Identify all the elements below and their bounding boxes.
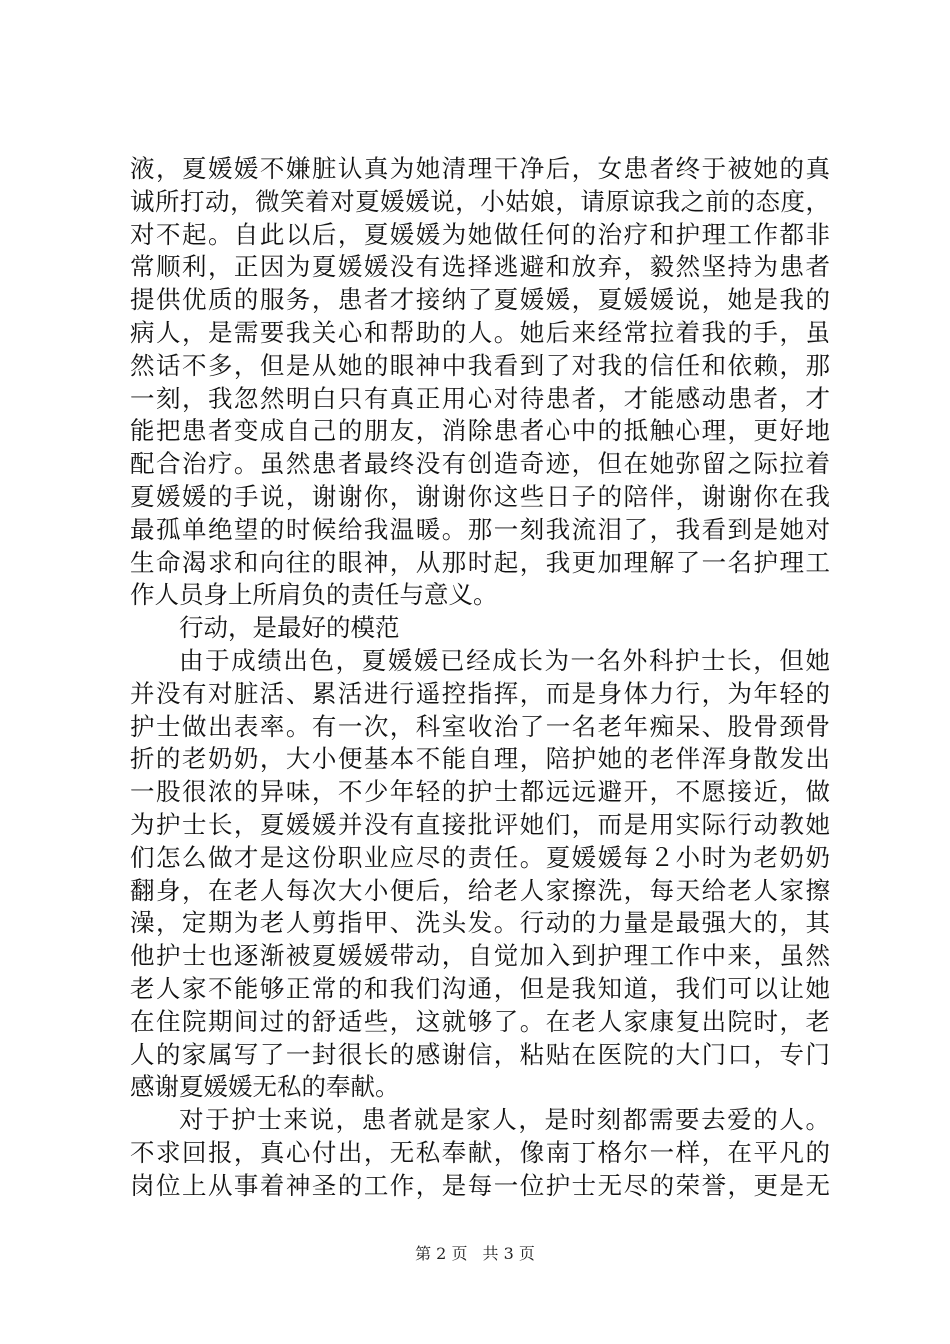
text-line: 行动，是最好的模范 <box>179 613 400 643</box>
text-line: 他护士也逐渐被夏媛媛带动，自觉加入到护理工作中来，虽然 <box>130 941 830 971</box>
text-line: 对不起。自此以后，夏媛媛为她做任何的治疗和护理工作都非 <box>130 219 830 249</box>
page-total: 共 3 页 <box>482 1244 535 1263</box>
text-line: 澡，定期为老人剪指甲、洗头发。行动的力量是最强大的，其 <box>130 908 830 938</box>
text-line: 对于护士来说，患者就是家人，是时刻都需要去爱的人。 <box>179 1105 830 1135</box>
text-line: 翻身，在老人每次大小便后，给老人家擦洗，每天给老人家擦 <box>130 875 830 905</box>
document-body <box>130 153 830 1203</box>
text-line: 生命渴求和向往的眼神，从那时起，我更加理解了一名护理工 <box>130 547 830 577</box>
text-line: 病人，是需要我关心和帮助的人。她后来经常拉着我的手，虽 <box>130 317 830 347</box>
text-line: 常顺利，正因为夏媛媛没有选择逃避和放弃，毅然坚持为患者 <box>130 252 830 282</box>
page-footer <box>0 1244 950 1264</box>
text-line: 们怎么做才是这份职业应尽的责任。夏媛媛每２小时为老奶奶 <box>130 842 830 872</box>
text-line: 由于成绩出色，夏媛媛已经成长为一名外科护士长，但她 <box>179 645 830 675</box>
text-line: 一股很浓的异味，不少年轻的护士都远远避开，不愿接近，做 <box>130 777 830 807</box>
text-line: 老人家不能够正常的和我们沟通，但是我知道，我们可以让她 <box>130 973 830 1003</box>
text-line: 能把患者变成自己的朋友，消除患者心中的抵触心理，更好地 <box>130 416 830 446</box>
text-line: 在住院期间过的舒适些，这就够了。在老人家康复出院时，老 <box>130 1006 830 1036</box>
text-line: 诚所打动，微笑着对夏媛媛说，小姑娘，请原谅我之前的态度， <box>130 186 830 216</box>
text-line: 感谢夏媛媛无私的奉献。 <box>130 1072 400 1102</box>
text-line: 液，夏媛媛不嫌脏认真为她清理干净后，女患者终于被她的真 <box>130 154 830 183</box>
text-line: 为护士长，夏媛媛并没有直接批评她们，而是用实际行动教她 <box>130 809 830 839</box>
text-line: 人的家属写了一封很长的感谢信，粘贴在医院的大门口，专门 <box>130 1039 830 1069</box>
text-line: 最孤单绝望的时候给我温暖。那一刻我流泪了，我看到是她对 <box>130 514 830 544</box>
text-line: 配合治疗。虽然患者最终没有创造奇迹，但在她弥留之际拉着 <box>130 449 830 479</box>
page-number: 第 2 页 <box>415 1244 468 1263</box>
text-line: 一刻，我忽然明白只有真正用心对待患者，才能感动患者，才 <box>130 383 830 413</box>
text-line: 护士做出表率。有一次，科室收治了一名老年痴呆、股骨颈骨 <box>130 711 830 741</box>
text-line: 然话不多，但是从她的眼神中我看到了对我的信任和依赖，那 <box>130 350 830 380</box>
text-line: 岗位上从事着神圣的工作，是每一位护士无尽的荣誉，更是无 <box>130 1170 830 1200</box>
text-line: 不求回报，真心付出，无私奉献，像南丁格尔一样，在平凡的 <box>130 1137 830 1167</box>
text-line: 折的老奶奶，大小便基本不能自理，陪护她的老伴浑身散发出 <box>130 744 830 774</box>
text-line: 并没有对脏活、累活进行遥控指挥，而是身体力行，为年轻的 <box>130 678 830 708</box>
text-line: 提供优质的服务，患者才接纳了夏媛媛，夏媛媛说，她是我的 <box>130 285 830 315</box>
text-line: 夏媛媛的手说，谢谢你，谢谢你这些日子的陪伴，谢谢你在我 <box>130 481 830 511</box>
text-line: 作人员身上所肩负的责任与意义。 <box>130 580 498 610</box>
